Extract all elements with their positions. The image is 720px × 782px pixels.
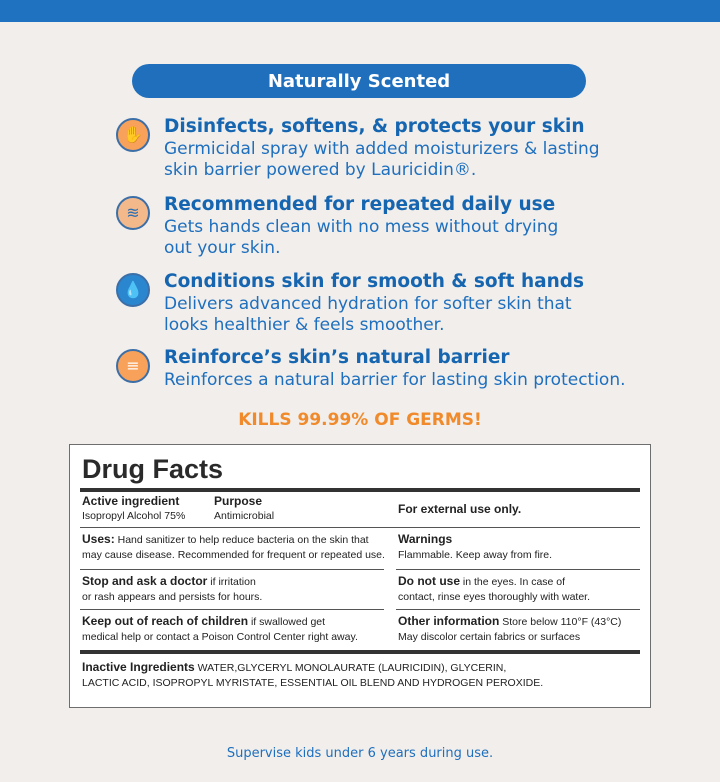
banner-label: Naturally Scented	[267, 70, 451, 92]
keep-text: medical help or contact a Poison Control Center right away.	[82, 631, 358, 643]
keep-text: if swallowed get	[248, 616, 326, 628]
inactive-text: LACTIC ACID, ISOPROPYL MYRISTATE, ESSENTIAL OIL BLEND AND HYDROGEN PEROXIDE.	[82, 677, 544, 689]
divider	[80, 609, 384, 610]
other-information	[398, 615, 621, 629]
top-color-bar	[0, 0, 720, 22]
kills-germs-claim: KILLS 99.99% OF GERMS!	[238, 410, 482, 430]
divider	[80, 650, 640, 654]
divider	[396, 569, 640, 570]
drug-facts-title: Drug Facts	[82, 454, 224, 484]
keep-out-of-reach	[82, 615, 325, 629]
supervise-kids-note: Supervise kids under 6 years during use.	[226, 746, 494, 761]
other-text: Store below 110°F (43°C)	[499, 616, 622, 628]
other-label: Other information	[398, 614, 500, 628]
purpose-label: Purpose	[214, 494, 263, 508]
feature-description	[164, 370, 626, 391]
stop-text: if irritation	[207, 576, 256, 588]
feature-desc-line: Reinforces a natural barrier for lasting skin protection.	[164, 370, 626, 390]
inactive-ingredients	[82, 661, 506, 675]
spray-icon: ≋	[116, 196, 150, 230]
donot-text: in the eyes. In case of	[460, 576, 566, 588]
uses-section	[82, 533, 369, 547]
feature-desc-line: skin barrier powered by Lauricidin®.	[164, 160, 477, 180]
uses-text: Hand sanitizer to help reduce bacteria on the skin that	[117, 534, 369, 546]
naturally-scented-banner	[132, 64, 586, 98]
inactive-label: Inactive Ingredients	[82, 660, 195, 674]
donot-label: Do not use	[398, 574, 460, 588]
feature-heading: Reinforce’s skin’s natural barrier	[164, 347, 510, 368]
feature-heading: Recommended for repeated daily use	[164, 194, 556, 215]
feature-desc-line: Gets hands clean with no mess without drying	[164, 217, 559, 237]
feature-heading: Disinfects, softens, & protects your skin	[164, 116, 585, 137]
active-ingredient-value: Isopropyl Alcohol 75%	[82, 510, 186, 522]
feature-desc-line: Delivers advanced hydration for softer skin that	[164, 294, 572, 314]
divider	[80, 488, 640, 492]
feature-description	[164, 139, 600, 181]
inactive-text: WATER,GLYCERYL MONOLAURATE (LAURICIDIN), GLYCERIN,	[194, 662, 507, 674]
keep-label: Keep out of reach of children	[82, 614, 249, 628]
warnings-text: Flammable. Keep away from fire.	[398, 549, 553, 561]
other-text: May discolor certain fabrics or surfaces	[398, 631, 581, 643]
feature-heading: Conditions skin for smooth & soft hands	[164, 271, 585, 292]
divider	[80, 527, 640, 528]
uses-text: may cause disease. Recommended for frequent or repeated use.	[82, 549, 385, 561]
donot-text: contact, rinse eyes thoroughly with water.	[398, 591, 591, 603]
uses-label: Uses:	[82, 532, 115, 546]
stop-label: Stop and ask a doctor	[82, 574, 208, 588]
hand-icon: ✋	[116, 118, 150, 152]
divider	[396, 609, 640, 610]
feature-description	[164, 217, 558, 259]
feature-desc-line: out your skin.	[164, 238, 281, 258]
layers-icon: ≡	[116, 349, 150, 383]
stop-ask-doctor	[82, 575, 256, 589]
do-not-use	[398, 575, 565, 589]
active-ingredient-label: Active ingredient	[82, 494, 180, 508]
purpose-value: Antimicrobial	[214, 510, 275, 522]
stop-text: or rash appears and persists for hours.	[82, 591, 263, 603]
warnings-label: Warnings	[398, 532, 453, 546]
divider	[80, 569, 384, 570]
feature-desc-line: looks healthier & feels smoother.	[164, 315, 445, 335]
feature-desc-line: Germicidal spray with added moisturizers & lasting	[164, 139, 600, 159]
feature-description	[164, 294, 572, 336]
drug-facts-panel	[69, 444, 651, 708]
external-use-note: For external use only.	[398, 502, 522, 516]
water-drop-icon: 💧	[116, 273, 150, 307]
